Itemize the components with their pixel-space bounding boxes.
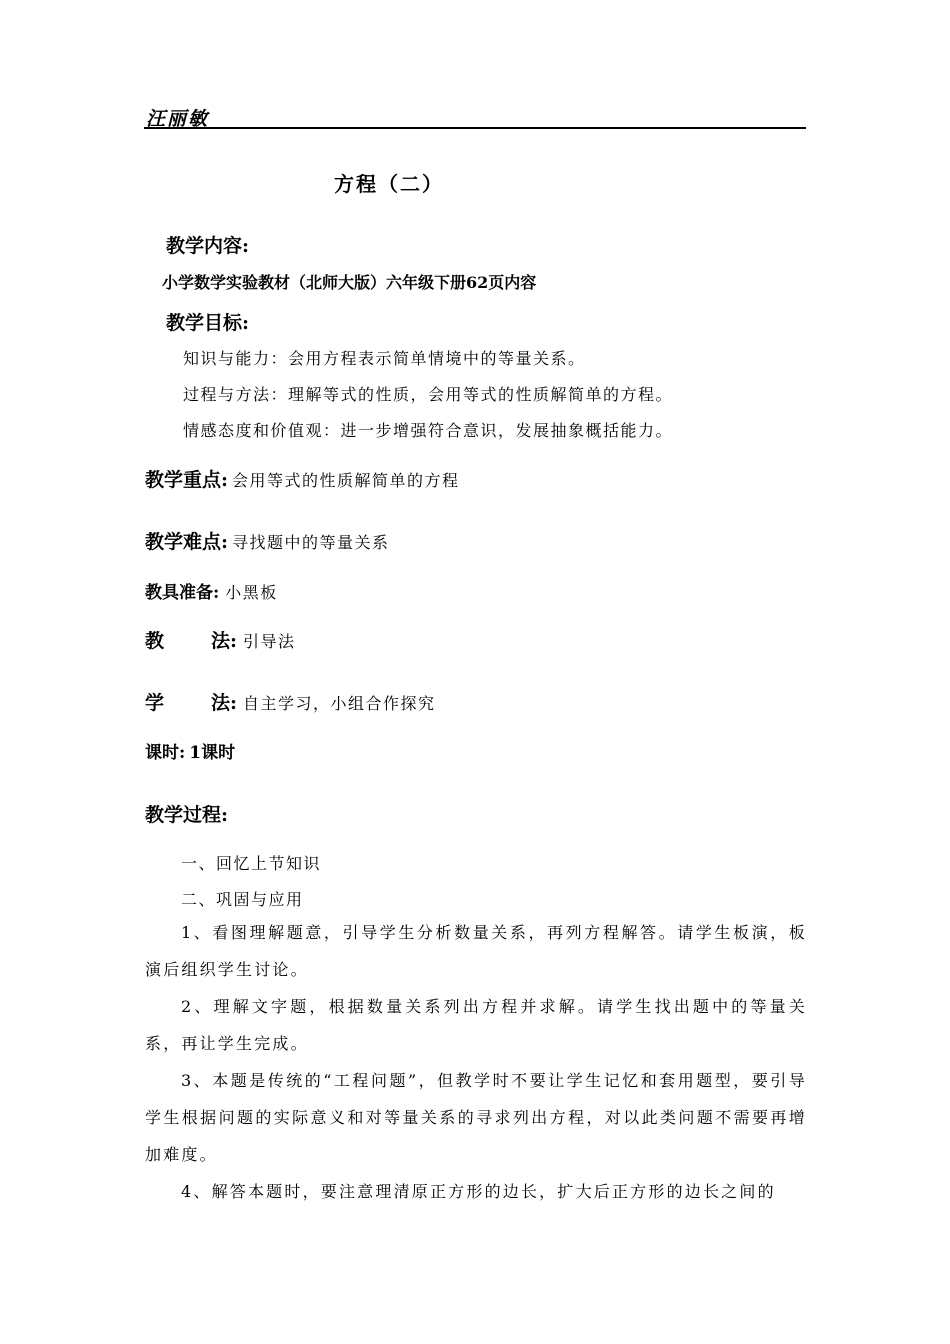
header-rule xyxy=(144,127,806,129)
period-label: 课时: xyxy=(145,743,186,763)
process-paragraph-text: 3、本题是传统的“工程问题”，但教学时不要让学生记忆和套用题型，要引导学生根据问题的实际意义和对等量关系的寻求列出方程，对以此类问题不需要再增加难度。 xyxy=(145,1071,807,1164)
process-heading: 教学过程: xyxy=(145,804,229,826)
process-paragraph-text: 4、解答本题时，要注意理清原正方形的边长，扩大后正方形的边长之间的 xyxy=(181,1182,776,1201)
key-point-label: 教学重点: xyxy=(145,469,229,491)
process-paragraph-text: 1、看图理解题意，引导学生分析数量关系，再列方程解答。请学生板演，板演后组织学生讨论。 xyxy=(145,923,807,979)
period-row xyxy=(145,738,235,763)
learning-method-value: 自主学习，小组合作探究 xyxy=(243,694,436,713)
process-paragraph xyxy=(145,988,807,1062)
period-value: 1课时 xyxy=(189,743,236,763)
teaching-method-value: 引导法 xyxy=(243,632,296,651)
difficulty-row xyxy=(145,527,390,554)
process-step: 二、巩固与应用 xyxy=(181,890,304,909)
goals-heading: 教学目标: xyxy=(166,312,250,334)
content-text: 小学数学实验教材（北师大版）六年级下册62页内容 xyxy=(162,273,537,292)
key-point-value: 会用等式的性质解简单的方程 xyxy=(232,471,460,490)
process-paragraph xyxy=(145,1173,807,1210)
teaching-method-label-b: 法: xyxy=(211,630,238,652)
process-step: 一、回忆上节知识 xyxy=(181,854,322,873)
difficulty-label: 教学难点: xyxy=(145,531,229,553)
difficulty-value: 寻找题中的等量关系 xyxy=(232,533,390,552)
goal-item: 过程与方法：理解等式的性质，会用等式的性质解简单的方程。 xyxy=(183,385,674,404)
goal-item: 情感态度和价值观：进一步增强符合意识，发展抽象概括能力。 xyxy=(183,421,674,440)
tools-row xyxy=(145,578,278,603)
learning-method-label-a: 学 xyxy=(145,692,165,714)
tools-value: 小黑板 xyxy=(225,583,278,602)
key-point-row xyxy=(145,465,460,492)
author-name: 汪丽敏 xyxy=(146,108,210,130)
process-paragraph xyxy=(145,914,807,988)
process-paragraph-text: 2、理解文字题，根据数量关系列出方程并求解。请学生找出题中的等量关系，再让学生完成。 xyxy=(145,997,807,1053)
page-title: 方程（二） xyxy=(334,172,444,196)
process-paragraph xyxy=(145,1062,807,1173)
goal-item: 知识与能力：会用方程表示简单情境中的等量关系。 xyxy=(183,349,586,368)
teaching-method-label-a: 教 xyxy=(145,630,165,652)
learning-method-label-b: 法: xyxy=(211,692,238,714)
tools-label: 教具准备: xyxy=(145,583,220,603)
learning-method-row xyxy=(145,688,436,715)
content-heading: 教学内容: xyxy=(166,235,250,257)
teaching-method-row xyxy=(145,626,296,653)
